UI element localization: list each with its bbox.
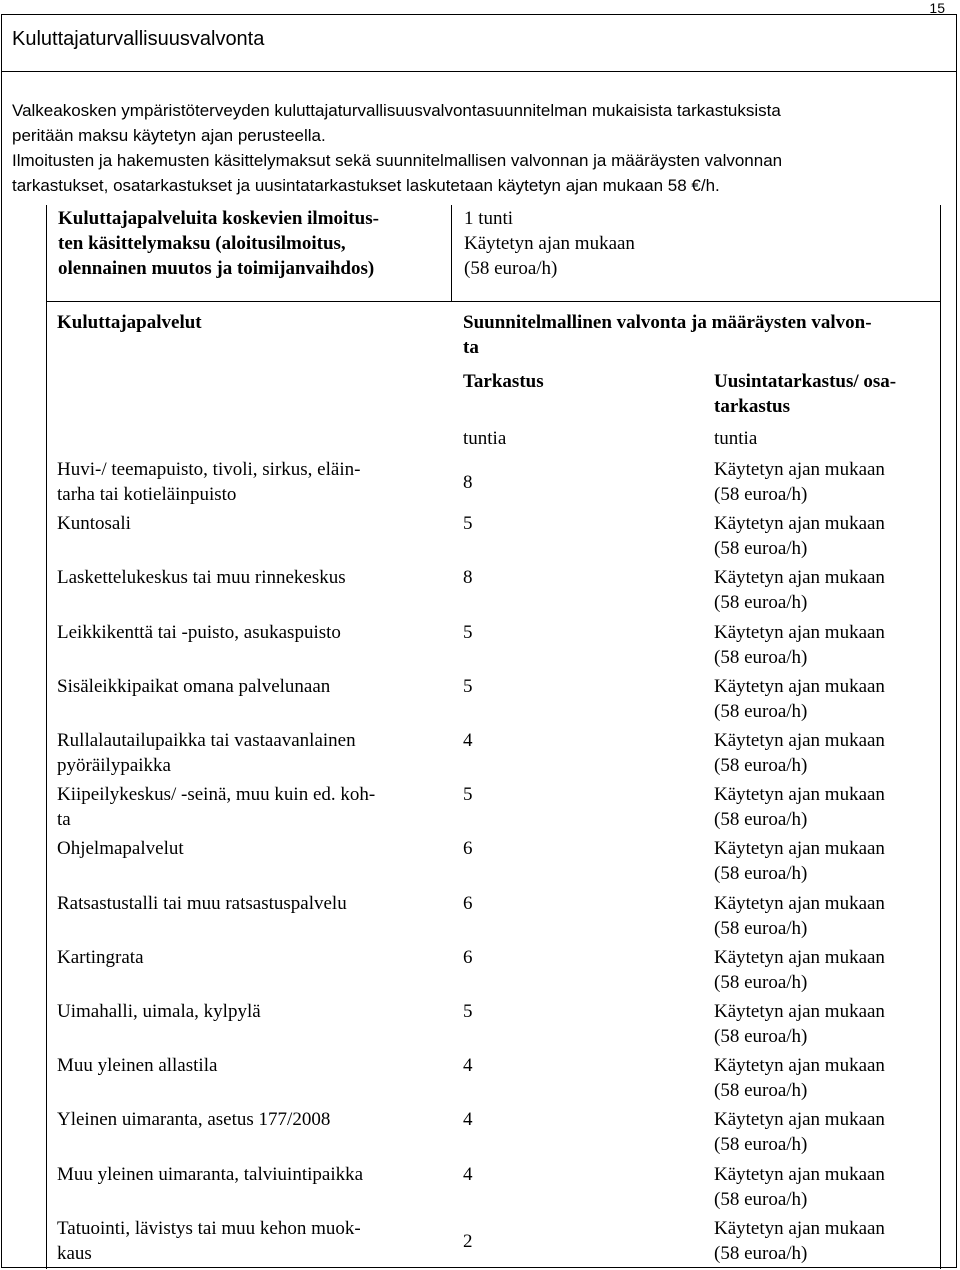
service-label-line: Leikkikenttä tai -puisto, asukaspuisto bbox=[57, 622, 341, 643]
intro-line: tarkastukset, osatarkastukset ja uusintatarkastukset laskutetaan käytetyn ajan mukaan 58 €/h. bbox=[12, 176, 720, 195]
reinspection-rate-line: (58 euroa/h) bbox=[714, 647, 808, 668]
notification-fee-value-line: 1 tunti bbox=[464, 208, 514, 229]
reinspection-rate bbox=[714, 674, 885, 724]
column-header-supervision-line: ta bbox=[463, 337, 479, 358]
service-label-line: Muu yleinen uimaranta, talviuintipaikka bbox=[57, 1164, 364, 1185]
fee-table-column-divider bbox=[451, 205, 452, 302]
service-label bbox=[57, 620, 341, 645]
reinspection-rate-line: (58 euroa/h) bbox=[714, 701, 808, 722]
inspection-hours: 2 bbox=[463, 1231, 473, 1252]
service-label-line: Uimahalli, uimala, kylpylä bbox=[57, 1001, 261, 1022]
reinspection-rate-line: Käytetyn ajan mukaan bbox=[714, 784, 885, 805]
service-label-line: Huvi-/ teemapuisto, tivoli, sirkus, eläin- bbox=[57, 459, 361, 480]
reinspection-rate-line: (58 euroa/h) bbox=[714, 1080, 808, 1101]
inspection-hours: 5 bbox=[463, 784, 473, 805]
service-label bbox=[57, 728, 356, 778]
reinspection-rate bbox=[714, 1216, 885, 1266]
reinspection-rate-line: (58 euroa/h) bbox=[714, 1026, 808, 1047]
reinspection-rate-line: Käytetyn ajan mukaan bbox=[714, 893, 885, 914]
service-label bbox=[57, 457, 360, 507]
header-divider bbox=[1, 71, 957, 72]
reinspection-rate-line: Käytetyn ajan mukaan bbox=[714, 1001, 885, 1022]
service-label-line: kaus bbox=[57, 1243, 92, 1264]
intro-paragraph bbox=[12, 98, 954, 198]
reinspection-rate-line: (58 euroa/h) bbox=[714, 755, 808, 776]
inspection-hours: 5 bbox=[463, 622, 473, 643]
reinspection-rate-line: (58 euroa/h) bbox=[714, 1134, 808, 1155]
inspection-hours: 5 bbox=[463, 1001, 473, 1022]
service-label bbox=[57, 891, 347, 916]
reinspection-rate-line: (58 euroa/h) bbox=[714, 592, 808, 613]
reinspection-rate bbox=[714, 565, 885, 615]
inspection-hours: 8 bbox=[463, 567, 473, 588]
intro-line: Valkeakosken ympäristöterveyden kuluttajaturvallisuusvalvontasuunnitelman mukaisista tarkastuksista bbox=[12, 101, 781, 120]
service-label-line: Kiipeilykeskus/ -seinä, muu kuin ed. koh- bbox=[57, 784, 376, 805]
notification-fee-value-line: (58 euroa/h) bbox=[464, 258, 558, 279]
reinspection-rate-line: Käytetyn ajan mukaan bbox=[714, 1218, 885, 1239]
unit-inspection: tuntia bbox=[463, 428, 507, 449]
service-label-line: Yleinen uimaranta, asetus 177/2008 bbox=[57, 1109, 331, 1130]
service-label-line: pyöräilypaikka bbox=[57, 755, 171, 776]
notification-fee-value-line: Käytetyn ajan mukaan bbox=[464, 233, 635, 254]
inspection-hours: 5 bbox=[463, 513, 473, 534]
column-header-supervision-line: Suunnitelmallinen valvonta ja määräysten valvon- bbox=[463, 312, 872, 333]
reinspection-rate bbox=[714, 620, 885, 670]
reinspection-rate bbox=[714, 1162, 885, 1212]
service-label-line: Kuntosali bbox=[57, 513, 131, 534]
reinspection-rate bbox=[714, 836, 885, 886]
reinspection-rate-line: (58 euroa/h) bbox=[714, 809, 808, 830]
service-label-line: tarha tai kotieläinpuisto bbox=[57, 484, 237, 505]
reinspection-rate-line: Käytetyn ajan mukaan bbox=[714, 947, 885, 968]
reinspection-rate-line: (58 euroa/h) bbox=[714, 538, 808, 559]
service-label bbox=[57, 1216, 361, 1266]
reinspection-rate-line: Käytetyn ajan mukaan bbox=[714, 1164, 885, 1185]
column-header-supervision bbox=[463, 310, 872, 360]
section-title: Kuluttajaturvallisuusvalvonta bbox=[12, 28, 265, 50]
reinspection-rate bbox=[714, 891, 885, 941]
service-label bbox=[57, 999, 261, 1024]
reinspection-rate-line: (58 euroa/h) bbox=[714, 1243, 808, 1264]
column-header-reinspection-line: tarkastus bbox=[714, 396, 791, 417]
service-label bbox=[57, 782, 375, 832]
column-header-reinspection-line: Uusintatarkastus/ osa- bbox=[714, 371, 897, 392]
service-label bbox=[57, 945, 144, 970]
inspection-hours: 4 bbox=[463, 1164, 473, 1185]
notification-fee-label-line: olennainen muutos ja toimijanvaihdos) bbox=[58, 258, 375, 279]
service-label bbox=[57, 674, 330, 699]
reinspection-rate-line: Käytetyn ajan mukaan bbox=[714, 459, 885, 480]
reinspection-rate-line: Käytetyn ajan mukaan bbox=[714, 1109, 885, 1130]
fee-table-row-divider bbox=[46, 301, 941, 302]
service-label bbox=[57, 1107, 330, 1132]
service-label bbox=[57, 1162, 363, 1187]
reinspection-rate-line: Käytetyn ajan mukaan bbox=[714, 676, 885, 697]
reinspection-rate-line: (58 euroa/h) bbox=[714, 484, 808, 505]
reinspection-rate-line: (58 euroa/h) bbox=[714, 863, 808, 884]
service-label-line: Ohjelmapalvelut bbox=[57, 838, 184, 859]
service-label-line: Kartingrata bbox=[57, 947, 144, 968]
reinspection-rate-line: Käytetyn ajan mukaan bbox=[714, 730, 885, 751]
reinspection-rate-line: Käytetyn ajan mukaan bbox=[714, 567, 885, 588]
page-number: 15 bbox=[929, 0, 945, 16]
reinspection-rate bbox=[714, 728, 885, 778]
unit-reinspection: tuntia bbox=[714, 428, 758, 449]
service-label-line: Rullalautailupaikka tai vastaavanlainen bbox=[57, 730, 356, 751]
inspection-hours: 6 bbox=[463, 893, 473, 914]
intro-line: peritään maksu käytetyn ajan perusteella. bbox=[12, 126, 326, 145]
service-label bbox=[57, 565, 346, 590]
column-header-reinspection bbox=[714, 369, 896, 419]
service-label-line: Tatuointi, lävistys tai muu kehon muok- bbox=[57, 1218, 361, 1239]
inspection-hours: 5 bbox=[463, 676, 473, 697]
reinspection-rate bbox=[714, 782, 885, 832]
service-label-line: ta bbox=[57, 809, 71, 830]
reinspection-rate-line: Käytetyn ajan mukaan bbox=[714, 838, 885, 859]
column-header-inspection: Tarkastus bbox=[463, 371, 544, 392]
inspection-hours: 4 bbox=[463, 730, 473, 751]
reinspection-rate bbox=[714, 999, 885, 1049]
inspection-hours: 8 bbox=[463, 472, 473, 493]
reinspection-rate bbox=[714, 1053, 885, 1103]
reinspection-rate-line: Käytetyn ajan mukaan bbox=[714, 513, 885, 534]
intro-line: Ilmoitusten ja hakemusten käsittelymaksut sekä suunnitelmallisen valvonnan ja määräysten valvonnan bbox=[12, 151, 783, 170]
notification-fee-label-line: ten käsittelymaksu (aloitusilmoitus, bbox=[58, 233, 346, 254]
notification-fee-label-line: Kuluttajapalveluita koskevien ilmoitus- bbox=[58, 208, 379, 229]
service-label-line: Ratsastustalli tai muu ratsastuspalvelu bbox=[57, 893, 347, 914]
inspection-hours: 4 bbox=[463, 1055, 473, 1076]
inspection-hours: 4 bbox=[463, 1109, 473, 1130]
inspection-hours: 6 bbox=[463, 947, 473, 968]
column-header-services: Kuluttajapalvelut bbox=[57, 312, 202, 333]
reinspection-rate-line: (58 euroa/h) bbox=[714, 918, 808, 939]
notification-fee-value bbox=[464, 206, 635, 281]
reinspection-rate-line: (58 euroa/h) bbox=[714, 1189, 808, 1210]
reinspection-rate bbox=[714, 511, 885, 561]
reinspection-rate bbox=[714, 945, 885, 995]
reinspection-rate-line: Käytetyn ajan mukaan bbox=[714, 1055, 885, 1076]
inspection-hours: 6 bbox=[463, 838, 473, 859]
service-label-line: Laskettelukeskus tai muu rinnekeskus bbox=[57, 567, 346, 588]
service-label bbox=[57, 1053, 217, 1078]
service-label bbox=[57, 836, 184, 861]
service-label bbox=[57, 511, 131, 536]
reinspection-rate-line: Käytetyn ajan mukaan bbox=[714, 622, 885, 643]
reinspection-rate-line: (58 euroa/h) bbox=[714, 972, 808, 993]
notification-fee-label bbox=[58, 206, 379, 281]
service-label-line: Muu yleinen allastila bbox=[57, 1055, 218, 1076]
reinspection-rate bbox=[714, 1107, 885, 1157]
service-label-line: Sisäleikkipaikat omana palvelunaan bbox=[57, 676, 331, 697]
reinspection-rate bbox=[714, 457, 885, 507]
